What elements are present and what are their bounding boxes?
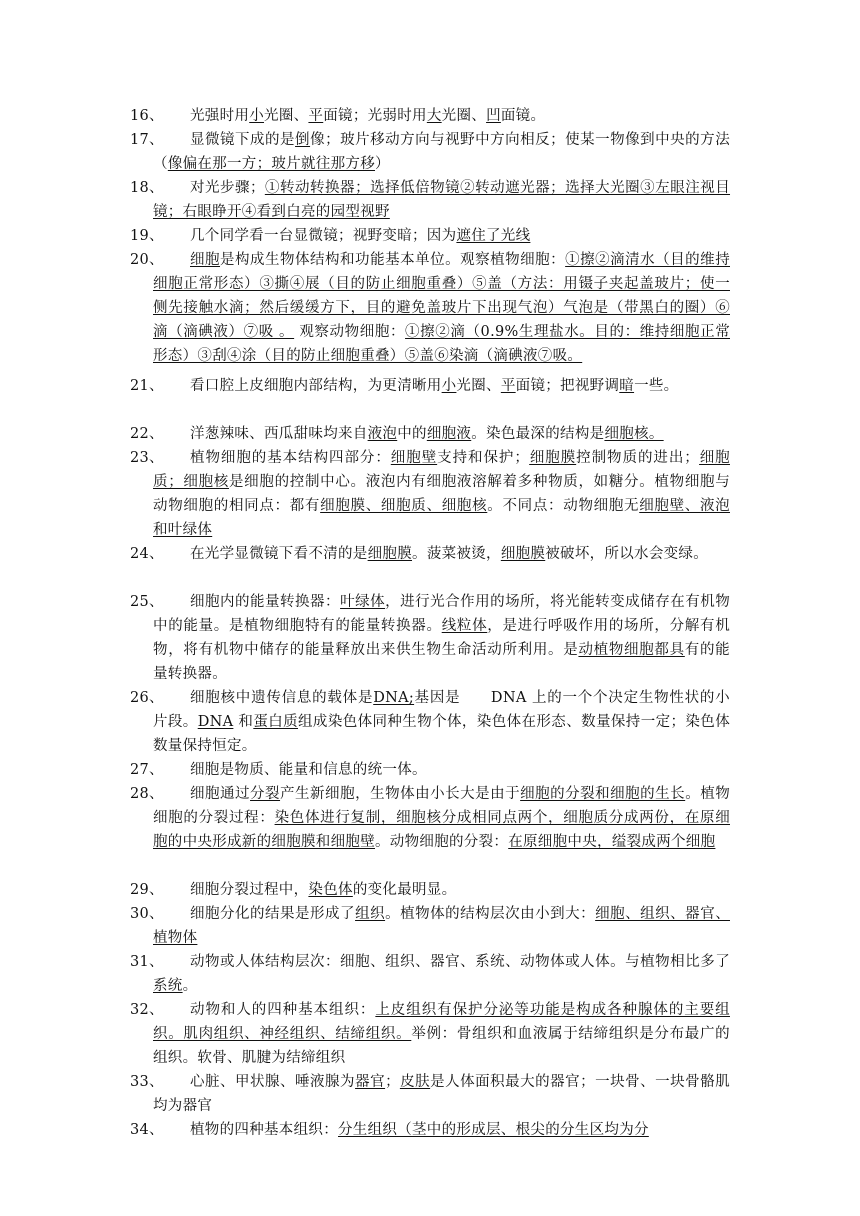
text-segment: 是构成生物体结构和功能基本单位。观察植物细胞： <box>220 252 566 268</box>
item-text <box>130 104 730 128</box>
item-text <box>130 248 730 368</box>
underlined-text: DNA; <box>373 690 415 706</box>
underlined-text: 细胞膜 <box>529 450 577 466</box>
item-text <box>130 446 730 542</box>
underlined-text: 蛋白质 <box>253 714 299 730</box>
underlined-text: 细胞的分裂和细胞的生长 <box>520 786 686 802</box>
list-item <box>130 590 745 686</box>
item-text <box>130 374 730 398</box>
text-segment: 组成染色体同种生物个体，染色体在形态、数量保持一定；染色体数量保持恒定。 <box>153 714 730 754</box>
text-segment: 细胞核中遗传信息的载体是 <box>190 690 374 706</box>
text-segment: ，是进行呼吸作用的场所，分解有机物，将有机物中储存的能量释放出来供生物生命活动所利用。是 <box>153 618 730 658</box>
item-number: 33、 <box>130 1074 164 1090</box>
text-segment: 。植物细胞的分裂过程： <box>153 786 730 826</box>
text-segment: 一些。 <box>634 378 679 394</box>
text-segment: 。菠菜被烫， <box>412 546 501 562</box>
underlined-text: 染色体 <box>308 882 353 898</box>
item-number: 31、 <box>130 954 164 970</box>
list-item <box>130 422 730 446</box>
item-number: 21、 <box>130 378 164 394</box>
underlined-text: ①擦②滴（0.9%生理盐水。目的：维持细胞正常形态）③刮④涂（目的防止细胞重叠）⑤盖⑥染滴（滴碘液⑦吸。 <box>153 324 730 364</box>
item-text <box>130 950 730 998</box>
text-segment: 光强时用 <box>190 108 250 124</box>
item-text <box>130 878 730 902</box>
text-segment: 动物或人体结构层次：细胞、组织、器官、系统、动物体或人体。与植物相比多了 <box>190 954 730 970</box>
item-number: 24、 <box>130 546 164 562</box>
text-segment: 在光学显微镜下看不清的是 <box>190 546 368 562</box>
list-item <box>130 902 730 950</box>
text-segment: 像；玻片移动方向与视野中方向相反；使某一物像到中央的方法（ <box>153 132 730 172</box>
text-segment: 几个同学看一台显微镜；视野变暗；因为 <box>190 228 457 244</box>
text-segment: 洋葱辣味、西瓜甜味均来自 <box>190 426 368 442</box>
item-text <box>130 590 745 686</box>
underlined-text: 细胞质；细胞核 <box>153 450 730 490</box>
item-text <box>130 782 730 854</box>
list-item <box>130 224 730 248</box>
item-number: 25、 <box>130 594 164 610</box>
item-number: 20、 <box>130 252 164 268</box>
list-item <box>130 1118 730 1142</box>
underlined-text: 凹 <box>486 108 501 124</box>
underlined-text: 细胞壁 <box>390 450 438 466</box>
underlined-text: 皮肤 <box>399 1074 431 1090</box>
item-number: 32、 <box>130 1002 164 1018</box>
text-segment: 细胞内的能量转换器： <box>190 594 341 610</box>
text-segment: 心脏、甲状腺、唾液腺为 <box>190 1074 356 1090</box>
underlined-text: 组织 <box>355 906 386 922</box>
item-number: 16、 <box>130 108 164 124</box>
underlined-text: 细胞壁、液泡和叶绿体 <box>153 498 730 538</box>
item-number: 19、 <box>130 228 164 244</box>
underlined-text: 系统 <box>153 978 183 994</box>
text-segment: ，进行光合作用的场所，将光能转变成储存在有机物 中的能量。是植物细胞特有的能量转换器。 <box>153 594 745 634</box>
underlined-text: 细胞膜 <box>367 546 413 562</box>
underlined-text: ①转动转换器；选择低倍物镜②转动遮光器；选择大光圈③左眼注视目镜；右眼睁开④看到白亮的园型视野 <box>153 180 731 220</box>
text-segment: 植物细胞的基本结构四部分： <box>190 450 391 466</box>
list-item <box>130 104 730 128</box>
text-segment: 光圈、 <box>441 108 487 124</box>
underlined-text: 大 <box>426 108 442 124</box>
list-item <box>130 1070 730 1118</box>
underlined-text: 细胞液 <box>426 426 472 442</box>
item-number: 28、 <box>130 786 164 802</box>
list-item <box>130 950 730 998</box>
text-segment: 。不同点：动物细胞无 <box>487 498 640 514</box>
underlined-text: 染色体进行复制，细胞核分成相同点两个，细胞质分成两份，在原细胞的中央形成新的细胞膜和细胞壁 <box>153 810 730 850</box>
item-number: 23、 <box>130 450 164 466</box>
item-text <box>130 998 730 1070</box>
item-text <box>130 902 730 950</box>
underlined-text: 上皮组织有保护分泌等功能是构成各种腺体的主要组织。肌肉组织、神经组织、结缔组织。 <box>153 1002 730 1042</box>
item-text <box>130 1118 730 1142</box>
text-segment: 。染色最深的结构是 <box>471 426 605 442</box>
item-text <box>130 758 730 782</box>
underlined-text: 细胞膜、细胞质、细胞核 <box>320 498 488 514</box>
underlined-text: 动植物细胞都具 <box>578 642 685 658</box>
list-item <box>130 374 730 398</box>
text-segment: 。植物体的结构层次由小到大： <box>385 906 596 922</box>
text-segment: 光圈、 <box>264 108 309 124</box>
underlined-text: 分生组织（茎中的形成层、根尖的分生区均为分 <box>338 1122 649 1138</box>
text-segment: 举例：骨组织和血液属于结缔组织是分布最广的组织。软骨、肌腱为结缔组织 <box>153 1026 730 1066</box>
text-segment: 光圈、 <box>456 378 501 394</box>
underlined-text: 细胞、组织、器官、植物体 <box>153 906 730 946</box>
underlined-text: 遮住了光线 <box>456 228 531 244</box>
underlined-text: 小 <box>249 108 265 124</box>
text-segment: 细胞是物质、能量和信息的统一体。 <box>190 762 427 778</box>
underlined-text: 像偏在那一方；玻片就往那方移 <box>167 156 376 172</box>
underlined-text: 平 <box>500 378 516 394</box>
underlined-text: 细胞核。 <box>604 426 664 442</box>
underlined-text: 小 <box>441 378 457 394</box>
item-text <box>130 128 730 176</box>
underlined-text: 液泡 <box>367 426 398 442</box>
text-segment: 被破坏，所以水会变绿。 <box>545 546 709 562</box>
list-item <box>130 998 730 1070</box>
item-number: 29、 <box>130 882 164 898</box>
text-segment: 的变化最明显。 <box>352 882 457 898</box>
text-segment: 植物的四种基本组织： <box>190 1122 338 1138</box>
text-segment: 面镜。 <box>500 108 546 124</box>
text-segment: 细胞分裂过程中， <box>190 882 309 898</box>
item-text <box>130 686 730 758</box>
text-segment: ） <box>375 156 390 172</box>
list-item <box>130 686 730 758</box>
text-segment: 观察动物细胞： <box>294 324 406 340</box>
list-item <box>130 758 730 782</box>
text-segment: 是人体面积最大的器官；一块骨、一块骨骼肌均为器官 <box>153 1074 730 1114</box>
underlined-text: 倒 <box>295 132 311 148</box>
text-segment: 面镜；把视野调 <box>515 378 620 394</box>
underlined-text: 平 <box>308 108 324 124</box>
text-segment: 对光步骤； <box>190 180 265 196</box>
text-segment: 。动物细胞的分裂： <box>375 834 509 850</box>
underlined-text: 器官 <box>355 1074 386 1090</box>
list-item <box>130 878 730 902</box>
text-segment: 看口腔上皮细胞内部结构，为更清晰用 <box>190 378 442 394</box>
underlined-text: ①擦②滴清水（目的维持细胞正常形态）③撕④展（目的防止细胞重叠）⑤盖（方法：用镊子夹起盖玻片；使一侧先接触水滴；然后缓缓方下，目的避免盖玻片下出现气泡）气泡是（带黑白的圈）⑥滴（滴碘液）⑦吸 。 <box>153 252 730 340</box>
text-segment: 和 <box>233 714 254 730</box>
item-number: 26、 <box>130 690 164 706</box>
underlined-text: 在原细胞中央，缢裂成两个细胞 <box>508 834 716 850</box>
item-number: 17、 <box>130 132 164 148</box>
item-number: 34、 <box>130 1122 164 1138</box>
item-text <box>130 1070 730 1118</box>
underlined-text: 叶绿体 <box>340 594 386 610</box>
item-number: 27、 <box>130 762 164 778</box>
text-segment: 控制物质的进出； <box>576 450 700 466</box>
text-segment: 产生新细胞，生物体由小长大是由于 <box>280 786 521 802</box>
text-segment: 细胞通过 <box>190 786 251 802</box>
list-item <box>130 128 730 176</box>
item-text <box>130 176 730 224</box>
list-item <box>130 446 730 542</box>
text-segment: 面镜；光弱时用 <box>323 108 427 124</box>
item-number: 18、 <box>130 180 164 196</box>
text-segment: 支持和保护； <box>437 450 530 466</box>
underlined-text: DNA <box>197 714 234 730</box>
item-text <box>130 542 730 566</box>
text-segment: ； <box>385 1074 400 1090</box>
text-segment: 细胞分化的结果是形成了 <box>190 906 356 922</box>
text-segment: 动物和人的四种基本组织： <box>190 1002 376 1018</box>
underlined-text: 分裂 <box>250 786 281 802</box>
list-item <box>130 176 730 224</box>
list-item <box>130 782 730 854</box>
underlined-text: 细胞 <box>190 252 221 268</box>
underlined-text: 线粒体 <box>441 618 488 634</box>
list-item <box>130 248 730 368</box>
text-segment: 显微镜下成的是 <box>190 132 296 148</box>
underlined-text: 暗 <box>619 378 635 394</box>
underlined-text: 细胞膜 <box>500 546 546 562</box>
text-segment: 基因是 DNA 上的一个个决定生物性状的小片段。 <box>153 690 730 730</box>
text-segment: 是细胞的控制中心。液泡内有细胞液溶解着多种物质，如糖分。植物细胞与动物细胞的相同点：都有 <box>153 474 731 514</box>
text-segment: 中的 <box>397 426 427 442</box>
text-segment: 。 <box>182 978 198 994</box>
item-number: 22、 <box>130 426 164 442</box>
item-text <box>130 224 730 248</box>
item-number: 30、 <box>130 906 164 922</box>
list-item <box>130 542 730 566</box>
item-text <box>130 422 730 446</box>
text-segment: 有的能量转换器。 <box>153 642 730 682</box>
